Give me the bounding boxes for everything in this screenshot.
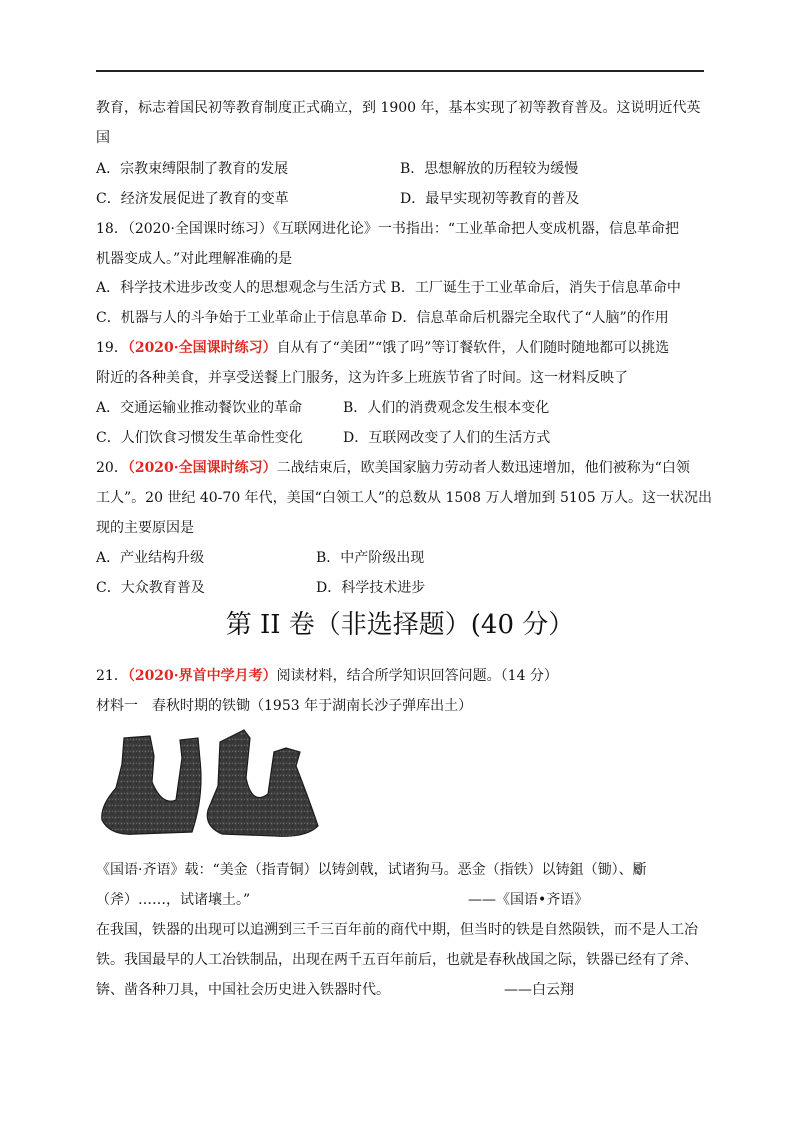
q20-option-c: C．大众教育普及 <box>96 580 205 596</box>
q17-option-a: A．宗教束缚限制了教育的发展 <box>96 161 289 177</box>
q20-option-b: B．中产阶级出现 <box>316 550 425 566</box>
q17-option-d: D．最早实现初等教育的普及 <box>400 191 580 207</box>
q19-option-d: D．互联网改变了人们的生活方式 <box>343 430 551 446</box>
q21-number: 21． <box>96 668 128 684</box>
section-title: 第 II 卷（非选择题）(40 分） <box>225 610 575 640</box>
q19-source: （2020·全国课时练习） <box>127 340 277 356</box>
q20-stem-line2: 工人”。20 世纪 40-70 年代，美国“白领工人”的总数从 1508 万人增加到 5105 万人。这一状况出 <box>96 490 713 506</box>
q21-quote-line2: （斧）……，试诸壤土。” <box>96 892 251 908</box>
header-rule <box>96 70 704 72</box>
q21-material1-caption: 材料一 春秋时期的铁锄（1953 年于湖南长沙子弹库出土） <box>96 698 473 714</box>
q20-stem-line1 <box>96 458 690 478</box>
q21-stem <box>96 666 558 686</box>
q17-stem-line2: 国 <box>96 130 110 146</box>
q17-stem-line1: 教育，标志着国民初等教育制度正式确立，到 1900 年，基本实现了初等教育普及。这说明近代英 <box>96 100 701 116</box>
q20-option-a: A．产业结构升级 <box>96 550 205 566</box>
q21-paragraph-line2: 铁。我国最早的人工冶铁制品，出现在两千五百年前后，也就是春秋战国之际，铁器已经有了斧、 <box>96 952 698 968</box>
q19-number: 19． <box>96 340 128 356</box>
q19-option-b: B．人们的消费观念发生根本变化 <box>343 400 550 416</box>
q20-number: 20． <box>96 460 128 476</box>
q18-stem-line1: 18．（2020·全国课时练习）《互联网进化论》一书指出：“工业革命把人变成机器，信息革命把 <box>96 221 680 237</box>
q20-option-d: D．科学技术进步 <box>316 580 426 596</box>
q20-stem-line3: 现的主要原因是 <box>96 520 194 536</box>
q18-options-cd: C．机器与人的斗争始于工业革命止于信息革命 D．信息革命后机器完全取代了“人脑”的作用 <box>96 310 669 326</box>
q19-option-c: C．人们饮食习惯发生革命性变化 <box>96 430 303 446</box>
q19-stem-line2: 附近的各种美食，并享受送餐上门服务，这为许多上班族节省了时间。这一材料反映了 <box>96 370 628 386</box>
iron-hoe-right <box>207 730 318 836</box>
q21-quote-citation: ——《国语•齐语》 <box>468 892 589 908</box>
iron-hoe-left <box>102 736 201 834</box>
q20-source: （2020·全国课时练习） <box>127 460 277 476</box>
q19-stem-line1 <box>96 338 669 358</box>
iron-hoe-photo <box>96 726 326 842</box>
q18-stem-line2: 机器变成人。”对此理解准确的是 <box>96 251 293 267</box>
q17-option-b: B．思想解放的历程较为缓慢 <box>400 161 579 177</box>
q18-options-ab: A．科学技术进步改变人的思想观念与生活方式 B．工厂诞生于工业革命后，消失于信息革命中 <box>96 280 681 296</box>
q21-source: （2020·界首中学月考） <box>127 668 277 684</box>
q17-option-c: C．经济发展促进了教育的变革 <box>96 191 289 207</box>
q21-paragraph-line3: 锛、凿各种刀具，中国社会历史进入铁器时代。 <box>96 982 390 998</box>
q21-paragraph-citation: ——白云翔 <box>504 982 574 998</box>
q20-stem-text: 二战结束后，欧美国家脑力劳动者人数迅速增加，他们被称为“白领 <box>276 460 690 476</box>
q19-stem-text: 自从有了“美团”“饿了吗”等订餐软件，人们随时随地都可以挑选 <box>276 340 670 356</box>
q19-option-a: A．交通运输业推动餐饮业的革命 <box>96 400 303 416</box>
q21-intro: 阅读材料，结合所学知识回答问题。（14 分） <box>276 668 558 684</box>
q21-paragraph-line1: 在我国，铁器的出现可以追溯到三千三百年前的商代中期，但当时的铁是自然陨铁，而不是人工冶 <box>96 922 698 938</box>
q21-quote-line1: 《国语·齐语》载：“美金（指青铜）以铸剑戟，试诸狗马。恶金（指铁）以铸鉏（锄）、斸 <box>96 862 647 878</box>
